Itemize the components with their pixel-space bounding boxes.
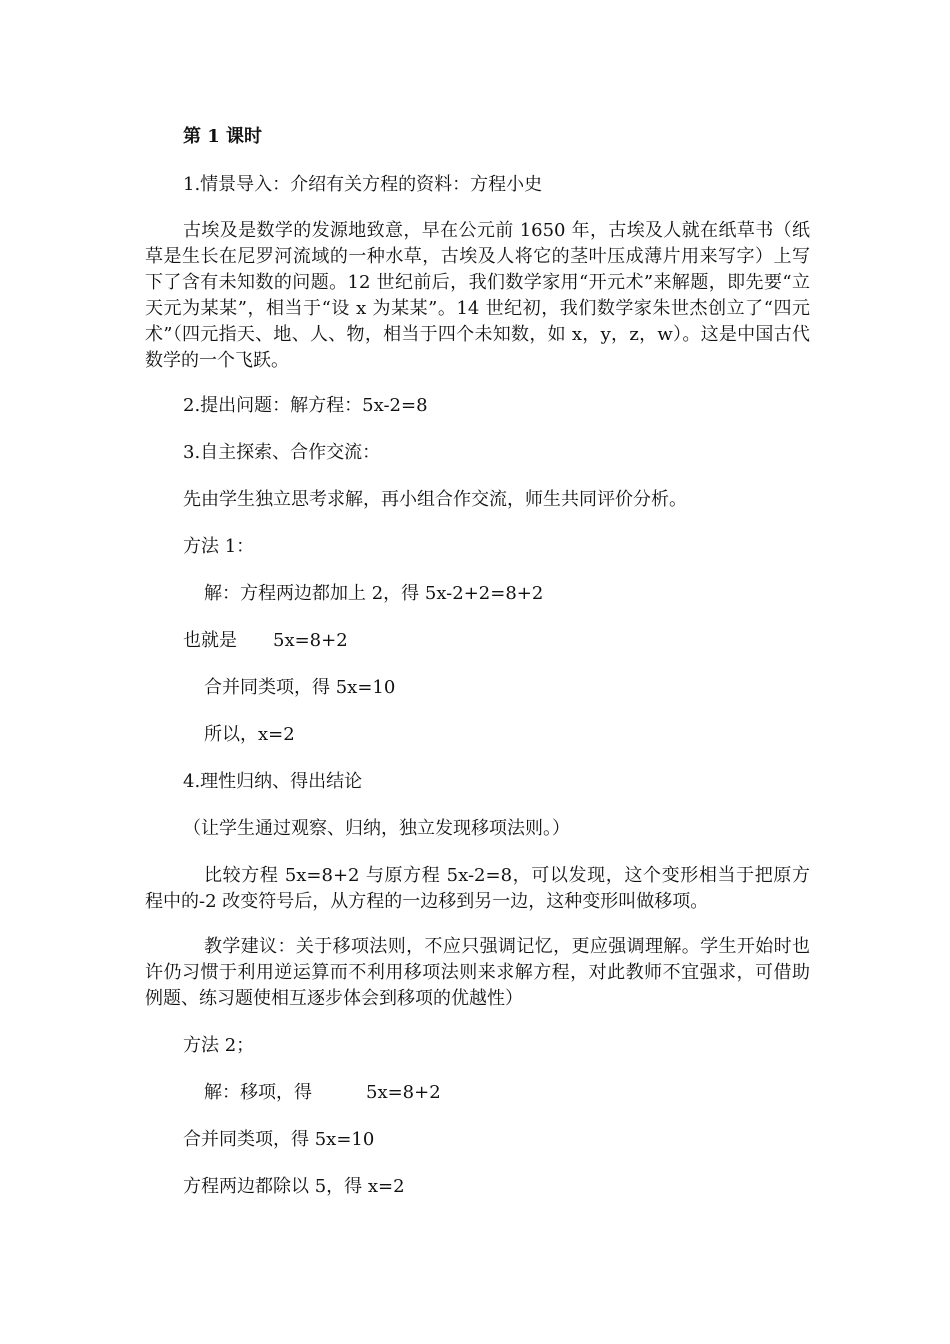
method-2-label: 方法 2； — [183, 1035, 255, 1056]
method-2-step-2: 合并同类项，得 5x=10 — [183, 1129, 375, 1150]
teaching-advice-paragraph: 教学建议：关于移项法则，不应只强调记忆，更应强调理解。学生开始时也许仍习惯于利用逆运算而不利用移项法则来求解方程，对此教师不宜强求，可借助例题、练习题使相互逐步体会到移项的优越性） — [145, 936, 810, 1009]
section-3-text: 先由学生独立思考求解，再小组合作交流，师生共同评价分析。 — [183, 489, 687, 510]
history-paragraph: 古埃及是数学的发源地致意，早在公元前 1650 年，古埃及人就在纸草书（纸草是生长在尼罗河流域的一种水草，古埃及人将它的茎叶压成薄片用来写字）上写下了含有未知数的问题。12 世纪前后，我们数学家用“开元术”来解题，即先要“立天元为某某”，相当于“设 x 为某某”。14 世纪初，我们数学家朱世杰创立了“四元术”（四元指天、地、人、物，相当于四个未知数，如 x，y，z，w）。这是中国古代数学的一个飞跃。 — [145, 220, 810, 371]
method-1-step-4: 所以，x=2 — [204, 724, 295, 745]
method-1-step-1: 解：方程两边都加上 2，得 5x-2+2=8+2 — [204, 583, 544, 604]
method-1-step-3: 合并同类项，得 5x=10 — [204, 677, 396, 698]
method-2-step-1: 解：移项，得 5x=8+2 — [204, 1082, 441, 1103]
section-4-note: （让学生通过观察、归纳，独立发现移项法则。） — [183, 818, 570, 839]
section-1-heading: 1.情景导入：介绍有关方程的资料：方程小史 — [183, 174, 543, 195]
comparison-paragraph: 比较方程 5x=8+2 与原方程 5x-2=8，可以发现，这个变形相当于把原方程中的-2 改变符号后，从方程的一边移到另一边，这种变形叫做移项。 — [145, 865, 810, 912]
method-1-step-2: 也就是 5x=8+2 — [183, 630, 348, 651]
lesson-title: 第 1 课时 — [183, 126, 263, 147]
method-2-step-3: 方程两边都除以 5，得 x=2 — [183, 1176, 405, 1197]
section-3-heading: 3.自主探索、合作交流： — [183, 442, 381, 463]
section-4-heading: 4.理性归纳、得出结论 — [183, 771, 363, 792]
section-2-heading: 2.提出问题：解方程：5x-2=8 — [183, 395, 428, 416]
method-1-label: 方法 1： — [183, 536, 255, 557]
